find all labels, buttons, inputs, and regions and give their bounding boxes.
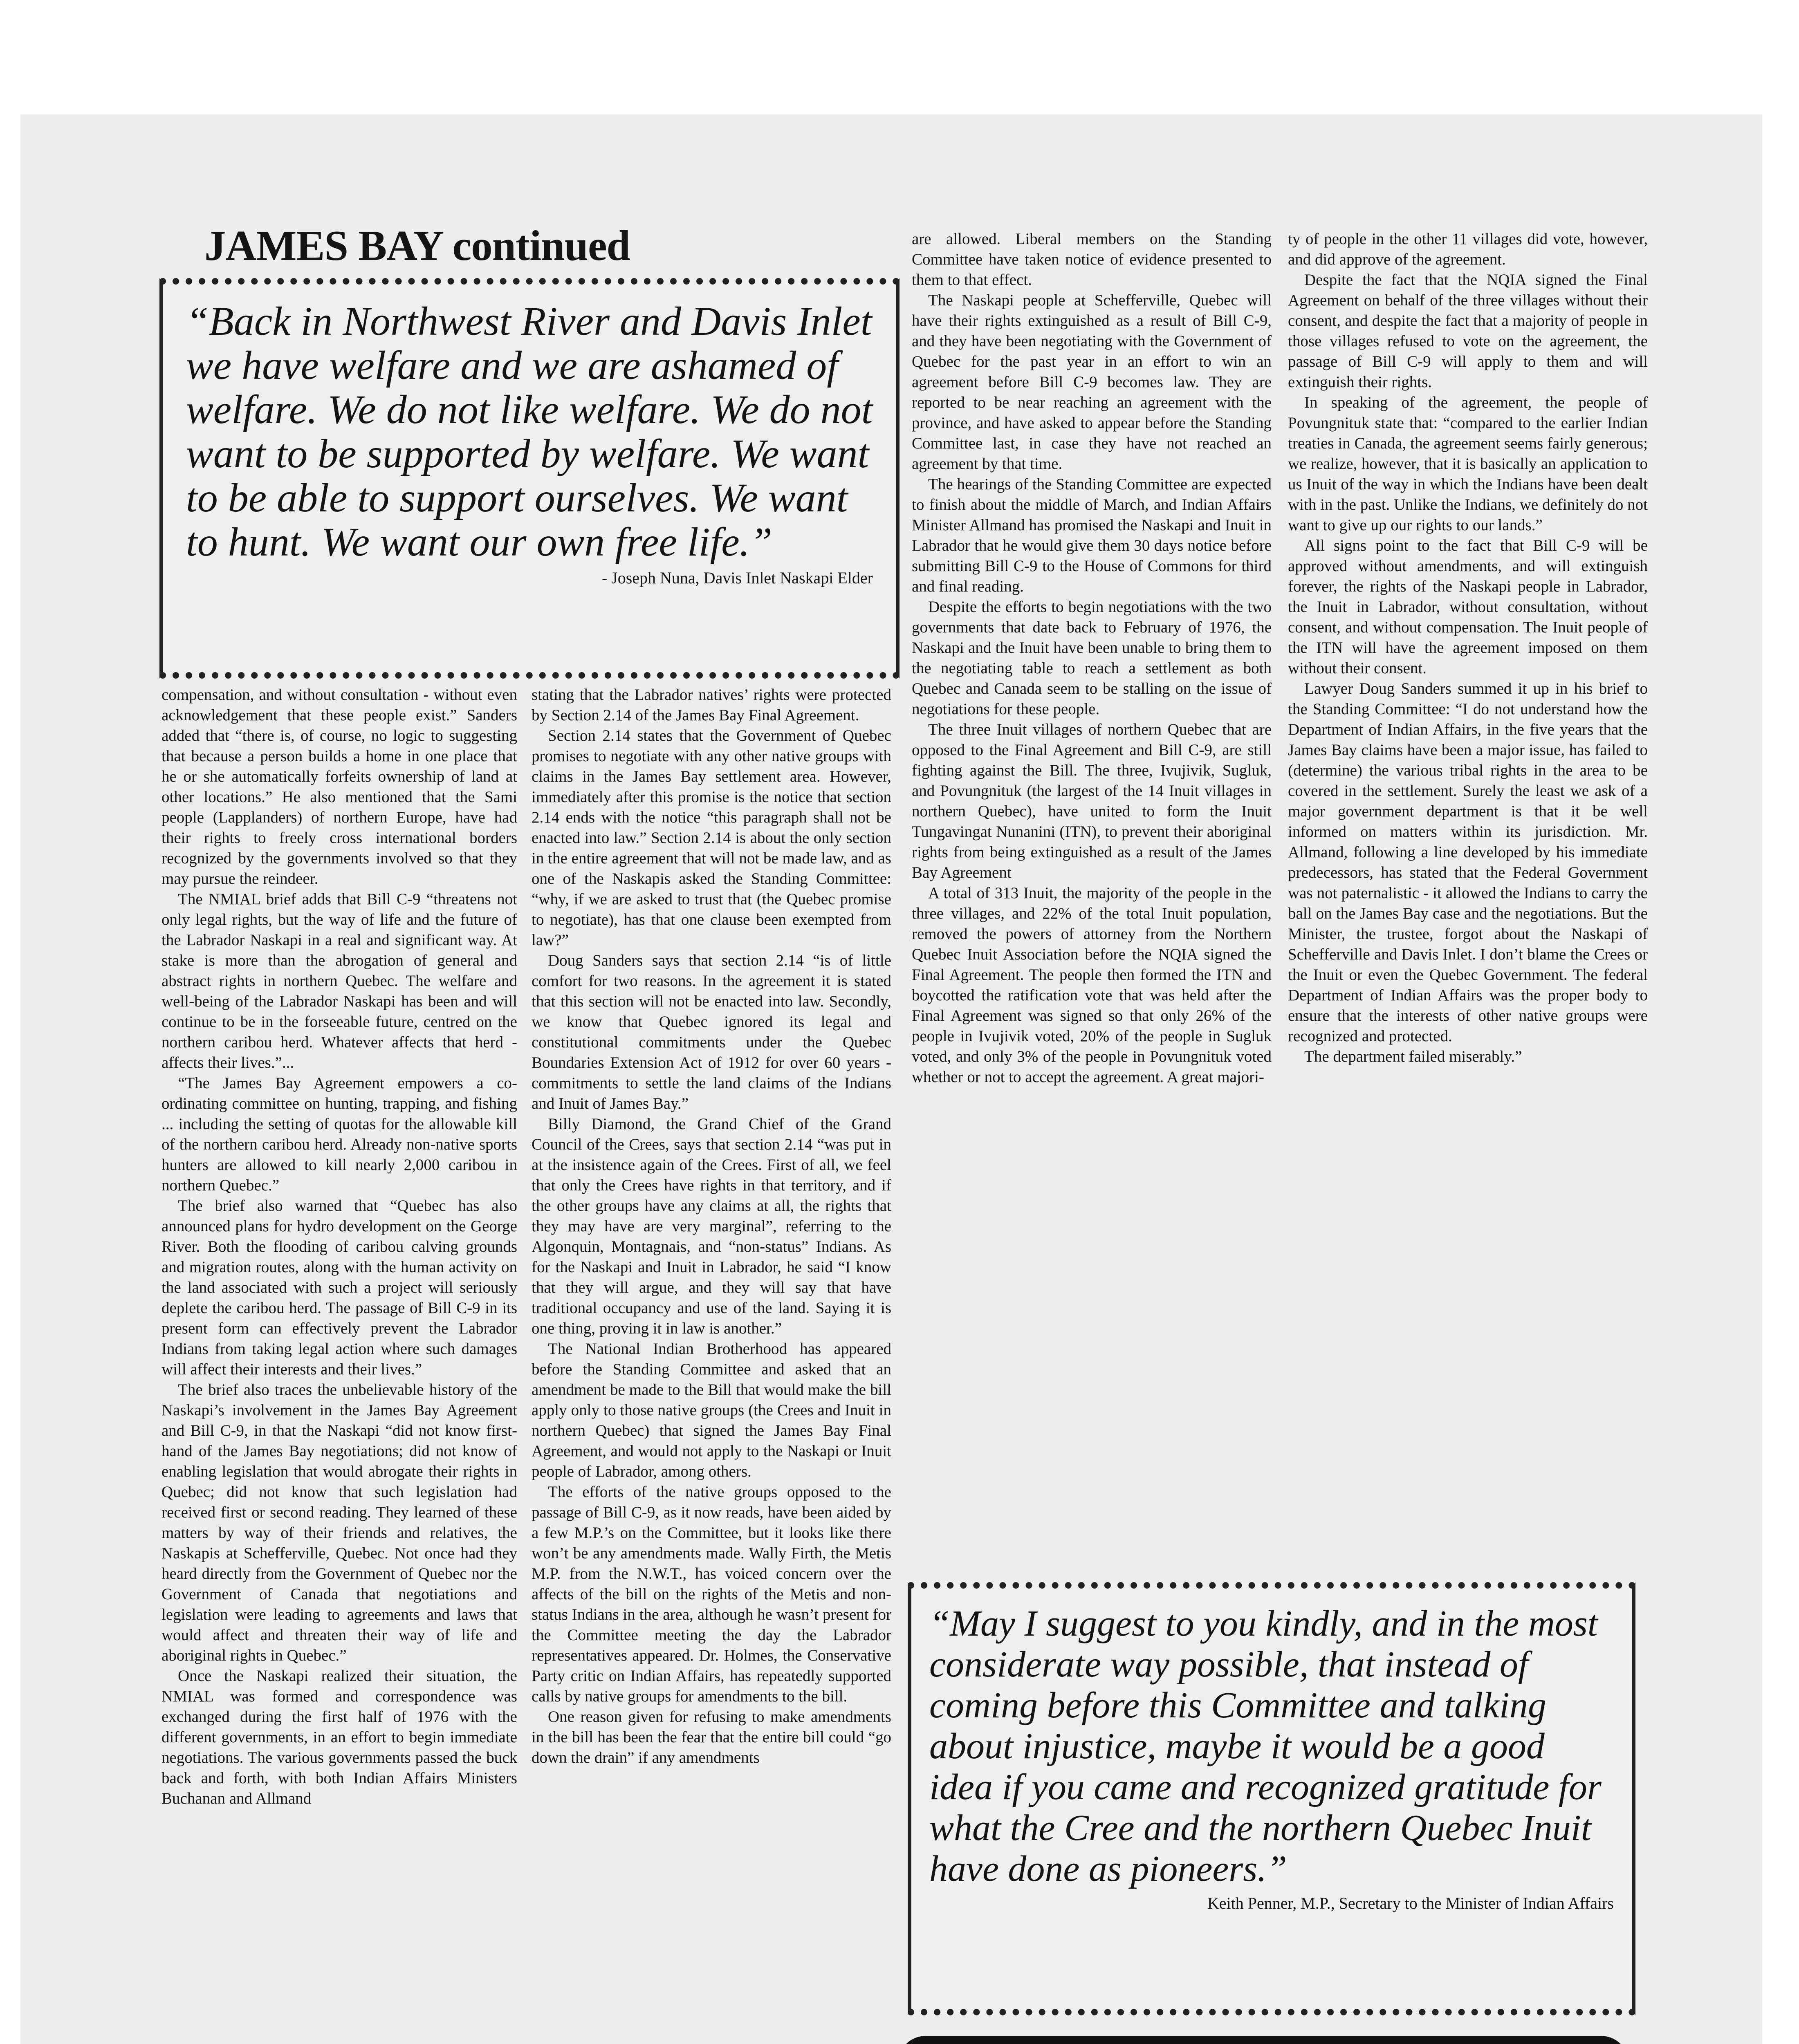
pull-quote-nuna xyxy=(159,278,900,679)
pull-quote-attribution: - Joseph Nuna, Davis Inlet Naskapi Elder xyxy=(601,569,873,587)
paragraph: Lawyer Doug Sanders summed it up in his brief to the Standing Committee: “I do not understand how the Department of Indian Affairs, in the five years that the James Bay claims have been a major issue, has failed to (determine) the various tribal rights in the area to be covered in the settlement. Surely the least we ask of a major government department is that it be well informed on matters within its jurisdiction. Mr. Allmand, following a line developed by his immediate predecessors, has stated that the Federal Government was not paternalistic - it allowed the Indians to carry the ball on the James Bay case and the negotiations. But the Minister, the trustee, forgot about the Naskapi of Schefferville and Davis Inlet. I don’t blame the Crees or the Inuit or even the Quebec Government. The federal Department of Indian Affairs was the proper body to ensure that the interests of other native groups were recognized and protected. xyxy=(1288,680,1648,1045)
paragraph: ty of people in the other 11 villages did vote, however, and did approve of the agreement. xyxy=(1288,230,1648,268)
paragraph: The NMIAL brief adds that Bill C-9 “threatens not only legal rights, but the way of life and the future of the Labrador Naskapi in a real and significant way. At stake is more than the abrogation of general and abstract rights in northern Quebec. The welfare and well-being of the Labrador Naskapi has been and will continue to be in the forseeable future, centred on the northern caribou herd. Whatever affects that herd - affects their lives.”... xyxy=(162,890,517,1071)
article-column-3 xyxy=(912,229,1272,1087)
paragraph: The efforts of the native groups opposed to the passage of Bill C-9, as it now reads, have been aided by a few M.P.’s on the Committee, but it looks like there won’t be any amendments made. Wally Firth, the Metis M.P. from the N.W.T., has voiced concern over the affects of the bill on the rights of the Metis and non-status Indians in the area, although he wasn’t present for the Committee meeting the day the Labrador representatives appeared. Dr. Holmes, the Conservative Party critic on Indian Affairs, has repeatedly supported calls by native groups for amendments to the bill. xyxy=(532,1483,891,1705)
paragraph: Doug Sanders says that section 2.14 “is of little comfort for two reasons. In the agreement it is stated that this section will not be enacted into law. Secondly, we know that Quebec ignored its legal and constitutional commitments under the Quebec Boundaries Extension Act of 1912 for over 60 years - commitments to settle the land claims of the Indians and Inuit of James Bay.” xyxy=(532,952,891,1112)
paragraph: Billy Diamond, the Grand Chief of the Grand Council of the Crees, says that section 2.14 “was put in at the insistence again of the Crees. First of all, we feel that only the Crees have rights in that territory, and if the other groups have any claims at all, the rights that they may have are very marginal”, referring to the Algonquin, Montagnais, and “non-status” Indians. As for the Naskapi and Inuit in Labrador, he said “I know that they will argue, and they will say that have traditional occupancy and use of the land. Saying it is one thing, proving it in law is another.” xyxy=(532,1115,891,1337)
paragraph: Despite the fact that the NQIA signed the Final Agreement on behalf of the three villages without their consent, and despite the fact that a majority of people in those villages refused to vote on the agreement, the passage of Bill C-9 will apply to them and will extinguish their rights. xyxy=(1288,271,1648,391)
paragraph: Despite the efforts to begin negotiations with the two governments that date back to February of 1976, the Naskapi and the Inuit have been unable to bring them to the negotiating table to reach a settlement as both Quebec and Canada seem to be stalling on the issue of negotiations for these people. xyxy=(912,598,1272,718)
paragraph: The brief also warned that “Quebec has also announced plans for hydro development on the George River. Both the flooding of caribou calving grounds and migration routes, along with the human activity on the land associated with such a project will seriously deplete the caribou herd. The passage of Bill C-9 in its present form can effectively prevent the Labrador Indians from taking legal action where such damages will affect their interests and their lives.” xyxy=(162,1197,517,1378)
paragraph: A total of 313 Inuit, the majority of the people in the three villages, and 22% of the total Inuit population, removed the powers of attorney from the Northern Quebec Inuit Association before the NQIA signed the Final Agreement. The people then formed the ITN and boycotted the ratification vote that was held after the Final Agreement was signed so that only 26% of the people in Ivujivik voted, 20% of the people in Sugluk voted, and only 3% of the people in Povungnituk voted whether or not to accept the agreement. A great majori- xyxy=(912,884,1272,1086)
pull-quote-attribution: Keith Penner, M.P., Secretary to the Minister of Indian Affairs xyxy=(1207,1894,1614,1912)
paragraph: Once the Naskapi realized their situation, the NMIAL was formed and correspondence was exchanged during the first half of 1976 with the different governments, in an effort to begin immediate negotiations. The various governments passed the buck back and forth, with both Indian Affairs Ministers Buchanan and Allmand xyxy=(162,1667,517,1807)
article-column-4 xyxy=(1288,229,1648,1067)
paragraph: The Naskapi people at Schefferville, Quebec will have their rights extinguished as a result of Bill C-9, and they have been negotiating with the Government of Quebec for the past year in an effort to win an agreement before Bill C-9 becomes law. They are reported to be near reaching an agreement with the province, and have asked to appear before the Standing Committee last, in case they have not reached an agreement by that time. xyxy=(912,291,1272,473)
paragraph: One reason given for refusing to make amendments in the bill has been the fear that the entire bill could “go down the drain” if any amendments xyxy=(532,1708,891,1766)
paragraph: compensation, and without consultation - without even acknowledgement that these people exist.” Sanders added that “there is, of course, no logic to suggesting that because a person builds a home in one place that he or she automatically forfeits ownership of land at other locations.” He also mentioned that the Sami people (Lapplanders) of northern Europe, have had their rights to freely cross international borders recognized by the governments involved so that they may pursue the reindeer. xyxy=(162,686,517,888)
paragraph: Section 2.14 states that the Government of Quebec promises to negotiate with any other native groups with claims in the James Bay settlement area. However, immediately after this promise is the notice that section 2.14 ends with the notice “this paragraph shall not be enacted into law.” Section 2.14 is about the only section in the entire agreement that will not be made law, and as one of the Naskapis asked the Standing Committee: “why, if we are asked to trust that (the Quebec promise to negotiate), has that one clause been exempted from law?” xyxy=(532,727,891,949)
paragraph: All signs point to the fact that Bill C-9 will be approved without amendments, and will extinguish forever, the rights of the Naskapi people in Labrador, the Inuit in Labrador, without consultation, without consent, and without compensation. The Inuit people of the ITN will have the agreement imposed on them without their consent. xyxy=(1288,537,1648,677)
pull-quote-penner xyxy=(908,1582,1635,2015)
article-column-2 xyxy=(532,685,891,1768)
announcement-box xyxy=(897,2036,1629,2044)
pull-quote-text: “Back in Northwest River and Davis Inlet we have welfare and we are ashamed of welfare. We do not like welfare. We do not want to be supported by welfare. We want to be able to support ourselves. We want to hunt. We want our own free life.” xyxy=(186,298,873,565)
paragraph: stating that the Labrador natives’ rights were protected by Section 2.14 of the James Bay Final Agreement. xyxy=(532,686,891,724)
paragraph: The department failed miserably.” xyxy=(1304,1048,1522,1065)
article-column-1 xyxy=(162,685,517,1809)
paragraph: The hearings of the Standing Committee are expected to finish about the middle of March, and Indian Affairs Minister Allmand has promised the Naskapi and Inuit in Labrador that he would give them 30 days notice before submitting Bill C-9 to the House of Commons for third and final reading. xyxy=(912,475,1272,595)
pull-quote-text: “May I suggest to you kindly, and in the most considerate way possible, that instead of coming before this Committee and talking about injustice, maybe it would be a good idea if you came and recognized gratitude for what the Cree and the northern Quebec Inuit have done as pioneers.” xyxy=(929,1603,1602,1889)
paragraph: “The James Bay Agreement empowers a co-ordinating committee on hunting, trapping, and fishing ... including the setting of quotas for the allowable kill of the northern caribou herd. Already non-native sports hunters are allowed to kill nearly 2,000 caribou in northern Quebec.” xyxy=(162,1074,517,1194)
paragraph: The National Indian Brotherhood has appeared before the Standing Committee and asked that an amendment be made to the Bill that would make the bill apply only to those native groups (the Crees and Inuit in northern Quebec) that signed the James Bay Final Agreement, and would not apply to the Naskapi or Inuit people of Labrador, among others. xyxy=(532,1340,891,1480)
paragraph: are allowed. Liberal members on the Standing Committee have taken notice of evidence presented to them to that effect. xyxy=(912,230,1272,289)
paragraph: The brief also traces the unbelievable history of the Naskapi’s involvement in the James Bay Agreement and Bill C-9, in that the Naskapi “did not know first-hand of the James Bay negotiations; did not know of enabling legislation that would abrogate their rights in Quebec; did not know that such legislation had received first or second reading. They learned of these matters by way of their friends and relatives, the Naskapis at Schefferville, Quebec. Not once had they heard directly from the Government of Quebec nor the Government of Canada that negotiations and legislation were leading to agreements and laws that would affect and threaten their way of life and aboriginal rights in Quebec.” xyxy=(162,1381,517,1664)
paragraph: In speaking of the agreement, the people of Povungnituk state that: “compared to the earlier Indian treaties in Canada, the agreement seems fairly generous; we realize, however, that it is basically an application to us Inuit of the way in which the Indians have been dealt with in the past. Unlike the Indians, we definitely do not want to give up our rights to our lands.” xyxy=(1288,394,1648,534)
paragraph: The three Inuit villages of northern Quebec that are opposed to the Final Agreement and Bill C-9, are still fighting against the Bill. The three, Ivujivik, Sugluk, and Povungnituk (the largest of the 14 Inuit villages in northern Quebec), have united to form the Inuit Tungavingat Nunanini (ITN), to prevent their aboriginal rights from being extinguished as a result of the James Bay Agreement xyxy=(912,721,1272,881)
section-heading: JAMES BAY continued xyxy=(204,222,630,269)
